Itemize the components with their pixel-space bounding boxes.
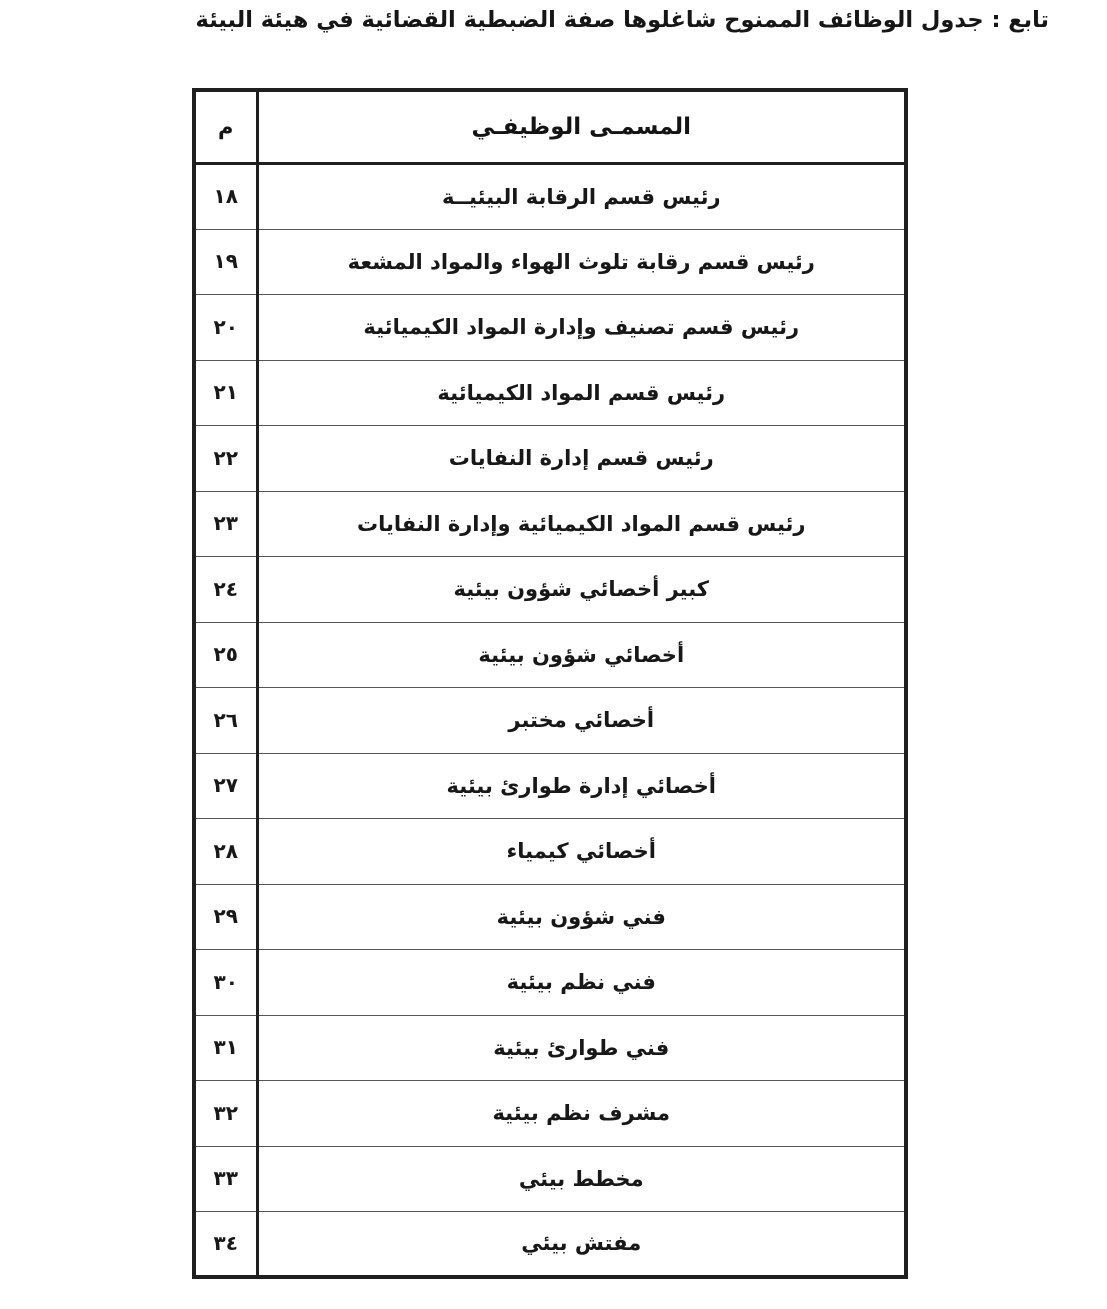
table-row (194, 295, 906, 361)
table-row (194, 884, 906, 950)
cell-row-number (194, 688, 257, 754)
column-header-number (194, 90, 257, 164)
cell-row-number-text: ١٩ (213, 249, 238, 274)
cell-job-title (257, 1015, 906, 1081)
job-titles-table (192, 88, 908, 1279)
cell-job-title (257, 688, 906, 754)
cell-row-number-text: ٢٩ (213, 904, 238, 929)
cell-job-title-text: أخصائي شؤون بيئية (478, 642, 685, 667)
cell-row-number (194, 884, 257, 950)
cell-row-number (194, 295, 257, 361)
cell-job-title (257, 884, 906, 950)
cell-row-number (194, 557, 257, 623)
cell-job-title (257, 360, 906, 426)
cell-job-title-text: مشرف نظم بيئية (492, 1101, 671, 1126)
cell-job-title-text: رئيس قسم المواد الكيميائية وإدارة النفايات (356, 511, 806, 536)
cell-job-title (257, 1146, 906, 1212)
cell-job-title (257, 229, 906, 295)
cell-job-title (257, 1081, 906, 1147)
cell-job-title (257, 491, 906, 557)
cell-row-number-text: ٢٤ (213, 576, 238, 601)
cell-job-title-text: أخصائي كيمياء (506, 839, 656, 864)
table-row (194, 753, 906, 819)
table-row (194, 622, 906, 688)
cell-row-number-text: ٣٠ (213, 969, 238, 994)
cell-job-title-text: فني نظم بيئية (506, 970, 656, 995)
cell-job-title-text: رئيس قسم المواد الكيميائية (437, 380, 726, 405)
cell-job-title-text: رئيس قسم إدارة النفايات (448, 446, 714, 471)
cell-row-number-text: ٣٣ (213, 1166, 238, 1191)
cell-job-title (257, 753, 906, 819)
cell-row-number-text: ٢٦ (213, 707, 238, 732)
table-row (194, 1146, 906, 1212)
cell-row-number-text: ٢٧ (213, 773, 238, 798)
table-row (194, 426, 906, 492)
cell-job-title-text: فني طوارئ بيئية (493, 1035, 670, 1060)
table-row (194, 688, 906, 754)
table-row (194, 229, 906, 295)
cell-row-number-text: ٢١ (213, 380, 238, 405)
cell-row-number (194, 753, 257, 819)
cell-job-title-text: مفتش بيئي (521, 1231, 642, 1256)
table-row (194, 360, 906, 426)
cell-row-number (194, 1015, 257, 1081)
table-row (194, 557, 906, 623)
cell-job-title (257, 819, 906, 885)
table-row (194, 164, 906, 230)
cell-row-number (194, 950, 257, 1016)
cell-row-number (194, 229, 257, 295)
table-row (194, 819, 906, 885)
column-header-job-title-label: المسمـى الوظيفـي (471, 114, 692, 140)
table-row (194, 1015, 906, 1081)
cell-row-number-text: ٢٨ (213, 838, 238, 863)
cell-job-title-text: أخصائي مختبر (508, 708, 655, 733)
cell-row-number (194, 1146, 257, 1212)
cell-job-title (257, 1212, 906, 1278)
table-body (194, 164, 906, 1278)
cell-row-number-text: ٣٤ (213, 1231, 238, 1255)
cell-job-title (257, 295, 906, 361)
cell-row-number-text: ١٨ (213, 184, 238, 209)
cell-row-number (194, 164, 257, 230)
cell-row-number (194, 819, 257, 885)
cell-job-title (257, 164, 906, 230)
cell-row-number (194, 360, 257, 426)
cell-job-title-text: مخطط بيئي (518, 1166, 644, 1191)
cell-job-title-text: رئيس قسم تصنيف وإدارة المواد الكيميائية (363, 315, 800, 340)
cell-job-title-text: رئيس قسم الرقابة البيئيــة (441, 184, 721, 209)
cell-job-title-text: رئيس قسم رقابة تلوث الهواء والمواد المشعة (347, 249, 815, 274)
cell-row-number-text: ٢٣ (213, 511, 238, 536)
cell-row-number (194, 622, 257, 688)
cell-row-number (194, 1081, 257, 1147)
column-header-job-title (257, 90, 906, 164)
table-row (194, 1081, 906, 1147)
cell-job-title (257, 950, 906, 1016)
cell-row-number (194, 426, 257, 492)
job-table-container (192, 88, 908, 1279)
table-row (194, 950, 906, 1016)
cell-row-number-text: ٣٢ (213, 1100, 238, 1125)
cell-row-number (194, 491, 257, 557)
table-header-row (194, 90, 906, 164)
cell-job-title (257, 557, 906, 623)
cell-job-title-text: كبير أخصائي شؤون بيئية (453, 577, 710, 602)
cell-job-title (257, 622, 906, 688)
cell-row-number (194, 1212, 257, 1278)
cell-row-number-text: ٢٢ (213, 445, 238, 470)
cell-row-number-text: ٣١ (213, 1035, 238, 1060)
cell-job-title-text: فني شؤون بيئية (496, 904, 666, 929)
column-header-number-label: م (218, 115, 234, 139)
table-header (194, 90, 906, 164)
cell-job-title-text: أخصائي إدارة طوارئ بيئية (446, 773, 716, 798)
table-row (194, 491, 906, 557)
table-row (194, 1212, 906, 1278)
page-title: تابع : جدول الوظائف الممنوح شاغلوها صفة الضبطية القضائية في هيئة البيئة (195, 7, 1049, 33)
cell-row-number-text: ٢٥ (213, 642, 238, 667)
cell-job-title (257, 426, 906, 492)
cell-row-number-text: ٢٠ (213, 314, 238, 339)
